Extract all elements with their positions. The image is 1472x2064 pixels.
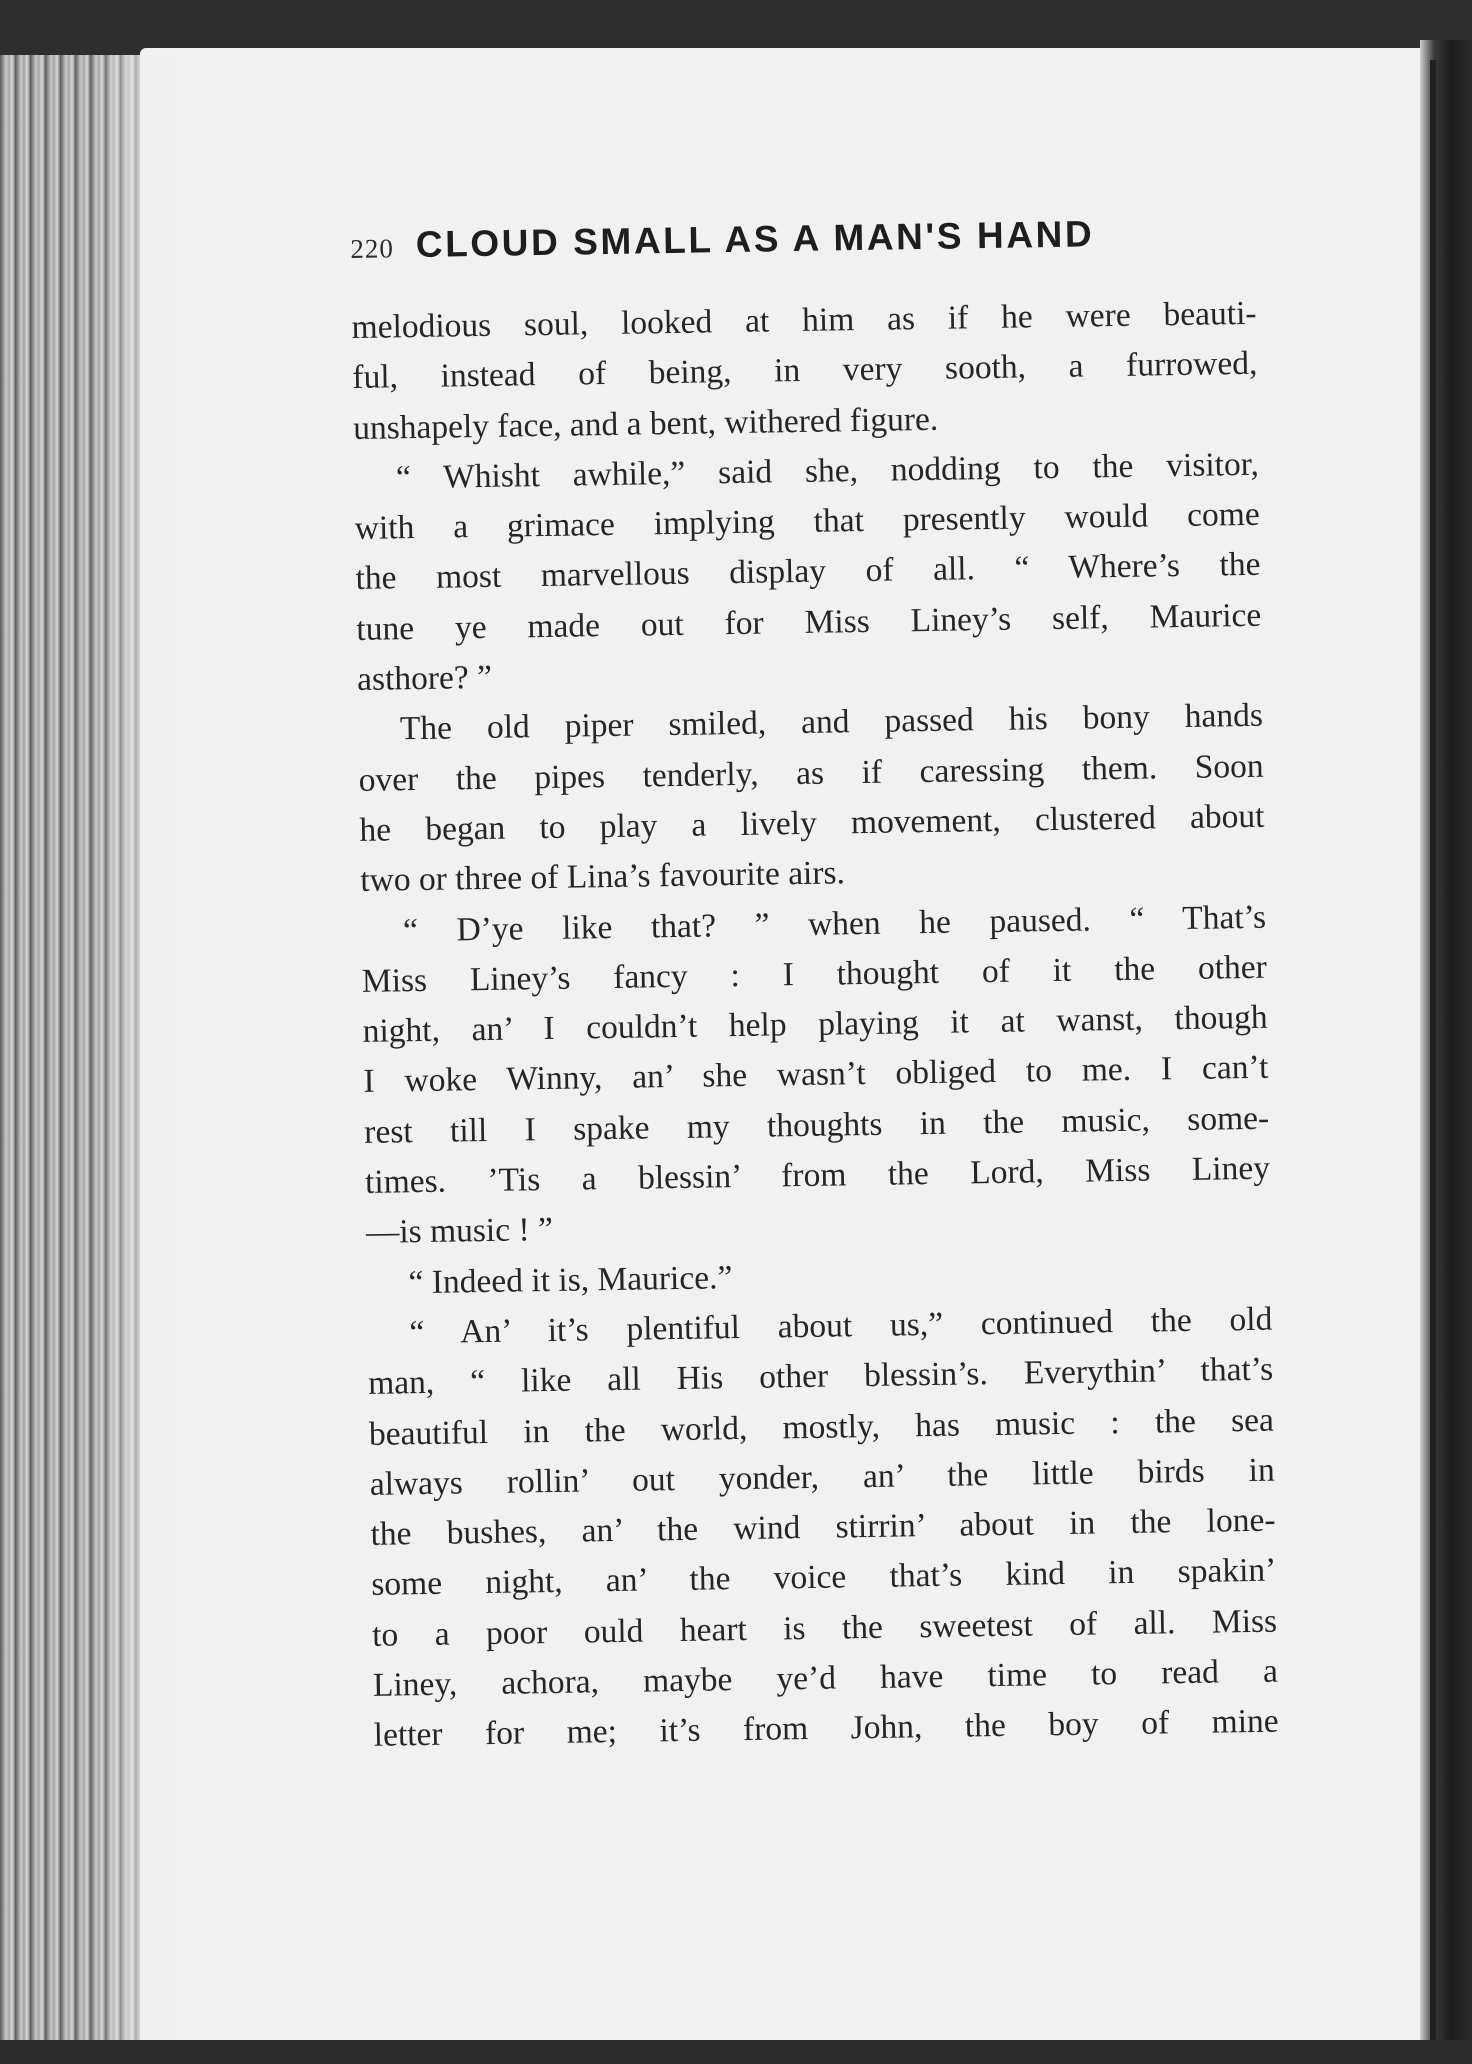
text-line: letter for me; it’s from John, the boy of mine [373, 1702, 1279, 1755]
text-line: —is music ! ” [365, 1211, 554, 1252]
text-line: Miss Liney’s fancy : I thought of it the other [361, 948, 1268, 1000]
text-line: the most marvellous display of all. “ Where’s the [355, 546, 1261, 598]
text-line: I woke Winny, an’ she wasn’t obliged to me. I can’t [363, 1049, 1269, 1101]
text-line: tune ye made out for Miss Liney’s self, Maurice [356, 596, 1262, 648]
text-line: to a poor ould heart is the sweetest of all. Miss [371, 1602, 1278, 1654]
running-head-title: CLOUD SMALL AS A MAN'S HAND [415, 213, 1095, 265]
text-line: beautiful in the world, mostly, has music : the sea [368, 1401, 1275, 1453]
text-line: asthore? ” [356, 658, 493, 699]
text-line: melodious soul, looked at him as if he were beauti- [351, 294, 1257, 346]
text-line: ful, instead of being, in very sooth, a furrowed, [352, 345, 1258, 397]
text-line: The old piper smiled, and passed his bony hands [399, 697, 1264, 748]
book-gutter [1420, 40, 1472, 2064]
text-line: with a grimace implying that presently would come [354, 495, 1260, 548]
text-line: “ Whisht awhile,” said she, nodding to the visitor, [395, 445, 1260, 497]
running-head [350, 211, 1256, 295]
text-line: over the pipes tenderly, as if caressing them. Soon [358, 747, 1264, 799]
text-line: some night, an’ the voice that’s kind in spakin’ [371, 1552, 1277, 1604]
text-line: two or three of Lina’s favourite airs. [360, 854, 846, 900]
text-line: times. ’Tis a blessin’ from the Lord, Miss Liney [364, 1149, 1271, 1201]
text-line: “ D’ye like that? ” when he paused. “ That’s [402, 898, 1267, 949]
text-line: unshapely face, and a bent, withered figure. [352, 400, 939, 447]
text-line: the bushes, an’ the wind stirrin’ about in the lone- [370, 1501, 1276, 1553]
page-number: 220 [350, 233, 395, 264]
text-block [350, 211, 1279, 1762]
page-edge-fade [95, 55, 185, 2040]
text-line: “ An’ it’s plentiful about us,” continued the old [409, 1300, 1273, 1352]
text-line: “ Indeed it is, Maurice.” [408, 1258, 733, 1301]
text-line: man, “ like all His other blessin’s. Everythin’ that’s [367, 1350, 1274, 1403]
text-line: always rollin’ out yonder, an’ the little birds in [369, 1451, 1275, 1503]
text-line: Liney, achora, maybe ye’d have time to read a [372, 1652, 1279, 1704]
text-line: rest till I spake my thoughts in the music, some- [363, 1099, 1270, 1151]
gutter-edge [1430, 60, 1436, 2050]
bottom-shadow [0, 2040, 1472, 2064]
text-line: night, an’ I couldn’t help playing it at wanst, though [362, 998, 1268, 1051]
text-line: he began to play a lively movement, clustered about [359, 797, 1265, 849]
